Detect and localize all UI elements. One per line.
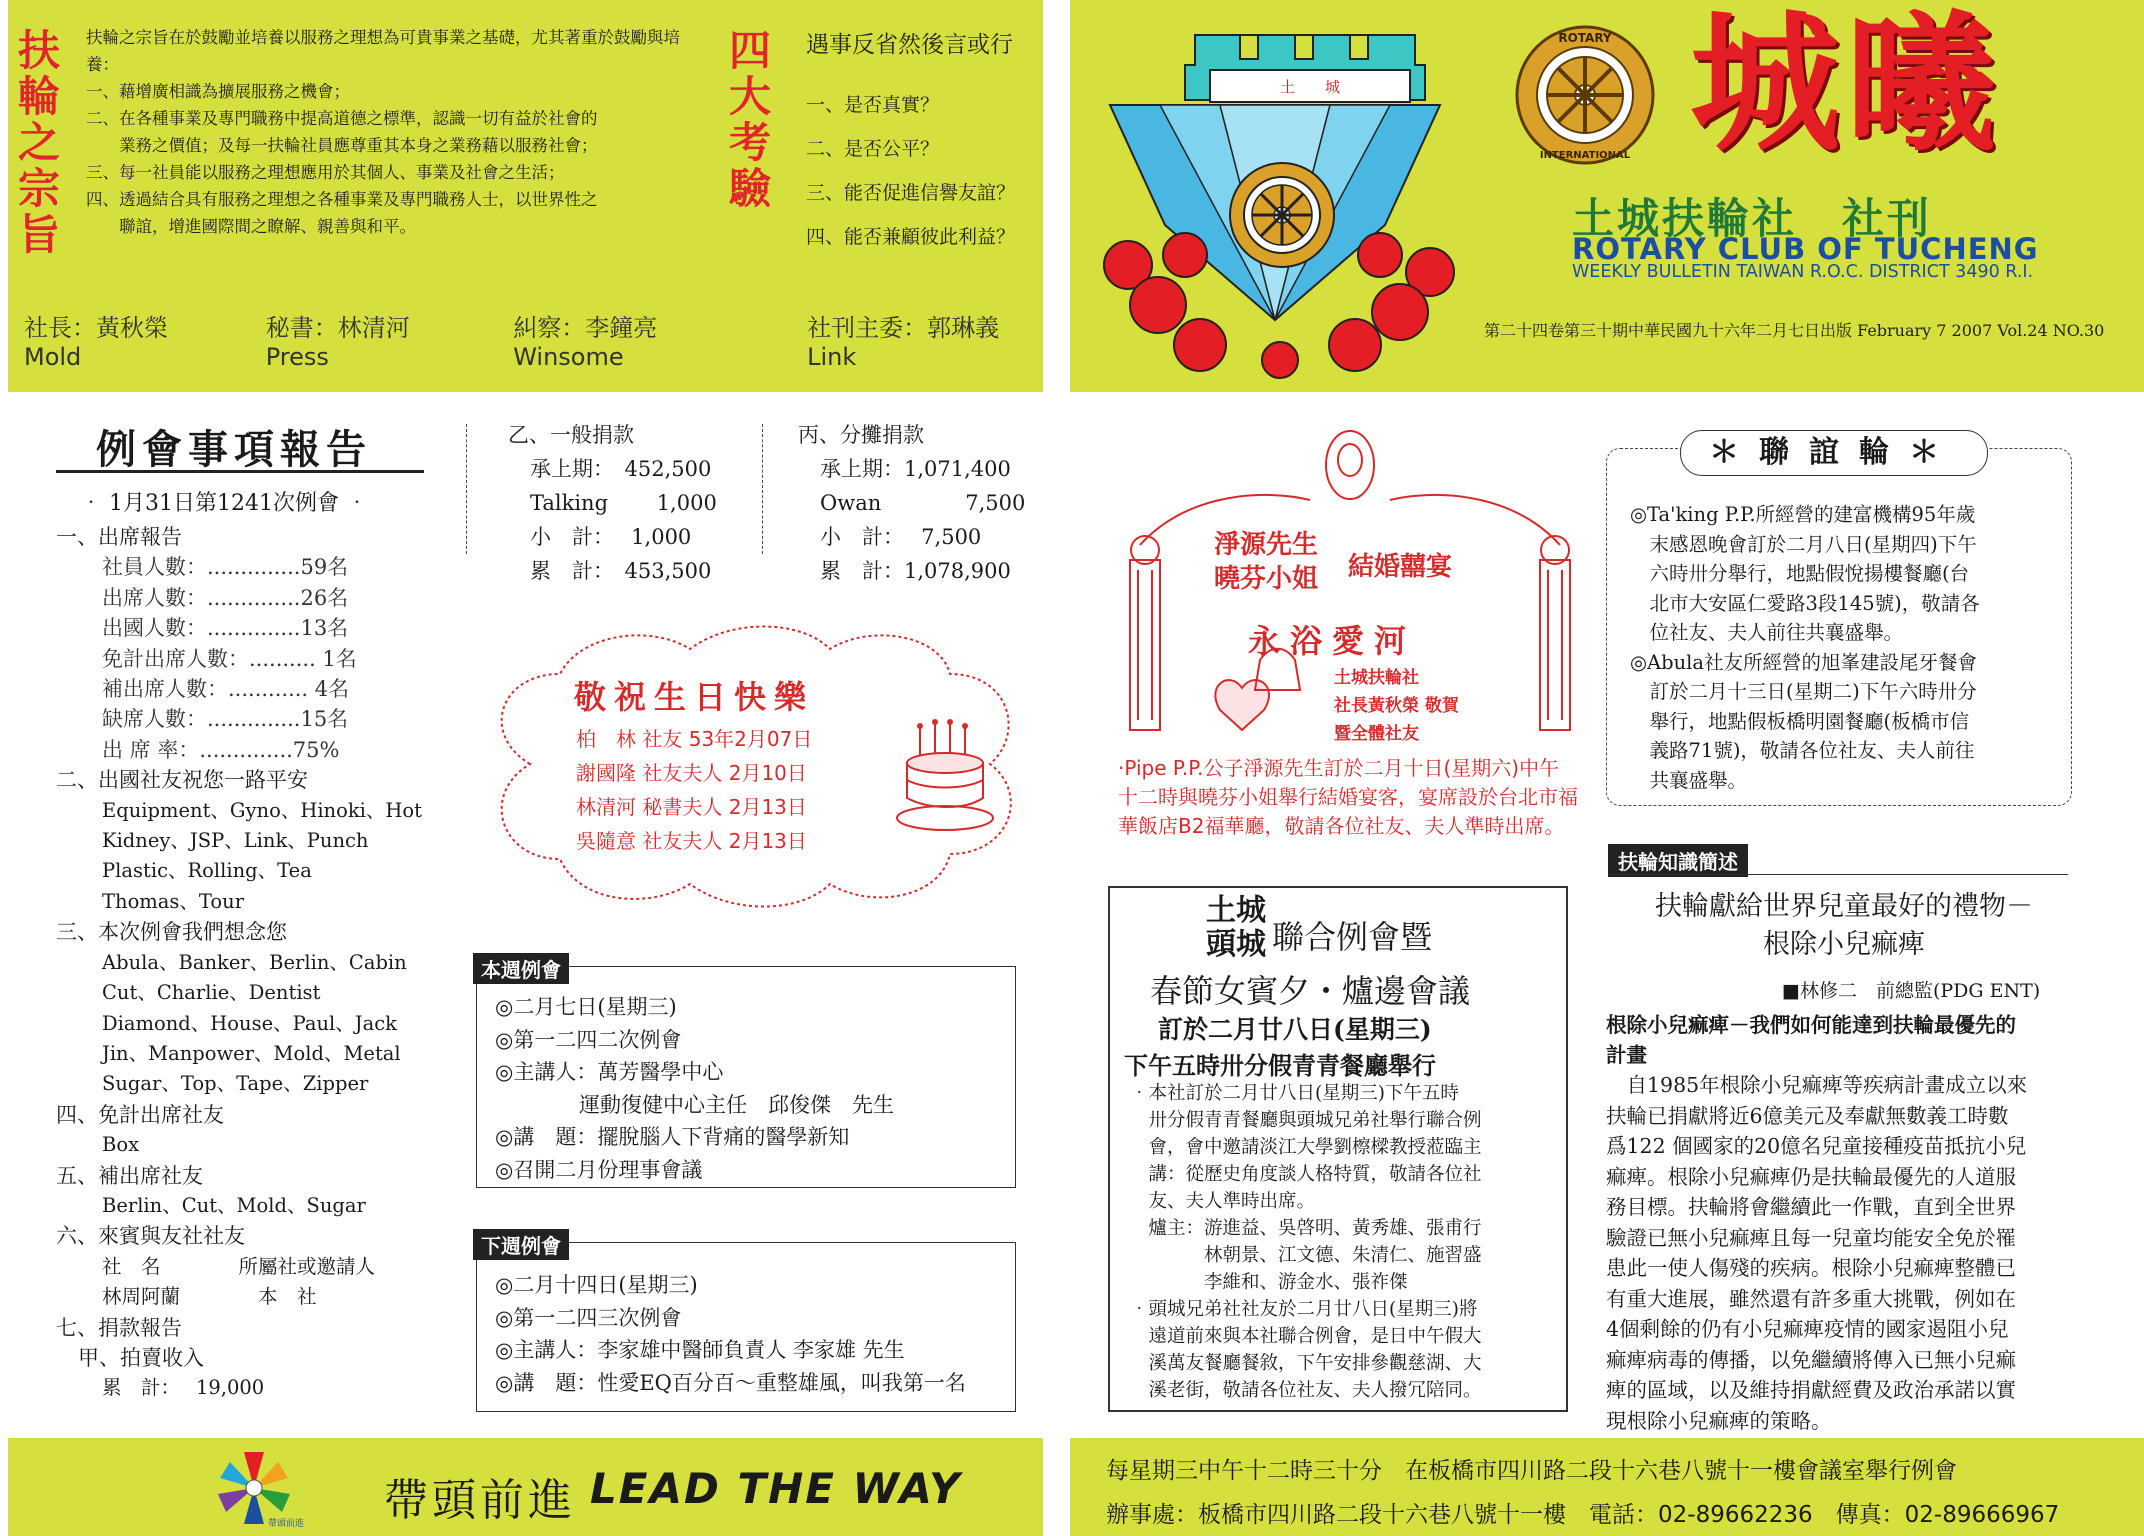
joint-time-place: 下午五時卅分假青青餐廳舉行: [1124, 1051, 1436, 1080]
joint-clubs: [1206, 894, 1266, 962]
report-line: Equipment、Gyno、Hinoki、Hot: [102, 798, 422, 822]
general-donation-row: 累 計： 453,500: [530, 559, 712, 583]
share-donations-title: 丙、分攤捐款: [798, 423, 924, 447]
share-donations: [798, 418, 1038, 588]
wedding-notice: ‧Pipe P.P.公子淨源先生訂於二月十日(星期六)中午十二時與曉芬小姐舉行結婚宴客，宴席設於台北市福華飯店B2福華廳，敬請各位社友、夫人準時出席。: [1118, 756, 1578, 838]
joint-body: [1130, 1080, 1562, 1404]
footer-meeting-info: 每星期三中午十二時三十分 在板橋市四川路二段十六巷八號十一樓會議室舉行例會: [1106, 1458, 1957, 1484]
mission-item: 業務之價值；及每一扶輪社員應尊重其本身之業務藉以服務社會；: [86, 136, 598, 155]
knowledge-body-line: 痲痺病毒的傳播，以免繼續將傳入已無小兒痲: [1606, 1347, 2016, 1372]
report-line: 出 席 率：..............75%: [102, 737, 340, 762]
birthday-row: 吳隨意 社友夫人 2月13日: [576, 829, 807, 853]
report-line: 社員人數：..............59名: [102, 555, 349, 580]
mission-text: [86, 24, 686, 240]
general-donations-title: 乙、一般捐款: [508, 423, 634, 447]
knowledge-body-line: 現根除小兒痲痺的策略。: [1606, 1408, 1832, 1433]
fellowship-line: 舉行，地點假板橋明園餐廳(板橋市信: [1630, 709, 1970, 733]
report-line: Sugar、Top、Tape、Zipper: [102, 1072, 369, 1096]
report-line: Berlin、Cut、Mold、Sugar: [102, 1193, 366, 1217]
report-section-heading: 四、免計出席社友: [56, 1102, 224, 1127]
birthday-row: 謝國隆 社友夫人 2月10日: [576, 761, 807, 785]
mission-item: 聯誼，增進國際間之瞭解、親善與和平。: [86, 217, 416, 236]
joint-body-line: 溪萬友餐廳餐敘，下午安排參觀慈湖、大: [1130, 1353, 1482, 1374]
report-line: Thomas、Tour: [102, 889, 245, 913]
report-line: 補出席人數：............ 4名: [102, 677, 350, 702]
column-divider: [466, 424, 467, 554]
fellowship-line: ◎Ta'king P.P.所經營的建富機構95年歲: [1630, 503, 1976, 526]
mission-item: 四、透過結合具有服務之理想之各種事業及專門職務人士，以世界性之: [86, 190, 598, 209]
joint-body-line: 講：從歷史角度談人格特質，敬請各位社: [1130, 1164, 1482, 1185]
lead-the-way-logo-caption: 帶頭前進: [268, 1519, 305, 1529]
birthday-cake-icon: [890, 718, 1000, 838]
birthday-title: 敬祝生日快樂: [574, 678, 815, 716]
general-donations-rows: [508, 452, 748, 588]
this-week-tag: 本週例會: [473, 953, 569, 984]
mission-item: 二、在各種事業及專門職務中提高道德之標準，認識一切有益於社會的: [86, 109, 598, 128]
fellowship-line: 共襄盛舉。: [1630, 768, 1748, 792]
footer-office-info: 辦事處：板橋市四川路二段十六巷八號十一樓 電話：02-89662236 傳真：02-89666967: [1106, 1502, 2060, 1528]
joint-body-line: ‧頭城兄弟社社友於二月廿八日(星期三)將: [1130, 1299, 1478, 1320]
this-week-line: 運動復健中心主任 邱俊傑 先生: [495, 1092, 894, 1117]
knowledge-body: [1606, 1070, 2076, 1436]
knowledge-title-line-1: 扶輪獻給世界兒童最好的禮物－: [1655, 891, 2033, 922]
this-week-line: ◎講 題：擺脫腦人下背痛的醫學新知: [495, 1125, 850, 1149]
knowledge-body-line: 4個剩餘的仍有小兒痲痺疫情的國家遏阻小兒: [1606, 1317, 2009, 1341]
knowledge-lead-line: 根除小兒痲痺－我們如何能達到扶輪最優先的: [1606, 1013, 2016, 1037]
knowledge-lead: [1606, 1010, 2016, 1070]
fellowship-title-text: 聯誼輪: [1759, 435, 1909, 470]
next-week-meeting-box: [476, 1234, 1016, 1412]
report-section-heading: 三、本次例會我們想念您: [56, 920, 287, 945]
knowledge-body-line: 痲痺。根除小兒痲痺仍是扶輪最優先的人道服: [1606, 1164, 2016, 1189]
footer-theme-en: LEAD THE WAY: [590, 1464, 962, 1513]
four-way-test-item: 三、能否促進信譽友誼？: [806, 182, 1016, 204]
knowledge-body-line: 患此一使人傷殘的疾病。根除小兒痲痺整體已: [1606, 1256, 2016, 1280]
report-line: 累 計： 19,000: [102, 1376, 265, 1400]
four-way-test-item: 四、能否兼顧彼此利益？: [806, 226, 1016, 248]
joint-body-line: 卅分假青青餐廳與頭城兄弟社舉行聯合例: [1130, 1110, 1482, 1131]
mission-item: 一、藉增廣相識為擴展服務之機會；: [86, 82, 350, 101]
report-line: Jin、Manpower、Mold、Metal: [102, 1041, 401, 1065]
four-way-test-intro: 遇事反省然後言或行: [806, 32, 1013, 58]
fellowship-line: 訂於二月十三日(星期二)下午六時卅分: [1630, 680, 1977, 703]
club-name-en: ROTARY CLUB OF TUCHENG: [1572, 232, 2039, 266]
joint-body-line: 爐主：游進益、吳啓明、黃秀雄、張甫行: [1130, 1218, 1482, 1239]
knowledge-rule: [1608, 874, 2068, 875]
this-week-line: ◎第一二四二次例會: [495, 1027, 682, 1052]
joint-date: 訂於二月廿八日(星期三): [1158, 1015, 1432, 1044]
bulletin-en: WEEKLY BULLETIN TAIWAN R.O.C. DISTRICT 3490 R.I.: [1572, 262, 2034, 282]
this-week-line: ◎召開二月份理事會議: [495, 1157, 703, 1182]
tucheng-diamond-emblem: [1070, 0, 1470, 392]
birthday-list: [576, 722, 812, 858]
bride-name: 曉芬小姐: [1214, 564, 1319, 594]
share-donations-rows: [798, 452, 1038, 588]
this-week-line: ◎二月七日(星期三): [495, 995, 677, 1019]
wedding-from-club: 土城扶輪社: [1334, 668, 1419, 688]
fellowship-title: [1680, 430, 1988, 476]
fellowship-line: ◎Abula社友所經營的旭峯建設尾牙餐會: [1630, 650, 1978, 674]
rotary-ring-top: ROTARY: [1558, 31, 1612, 45]
fellowship-line: 義路71號)，敬請各位社友、夫人前往: [1630, 739, 1975, 762]
knowledge-body-line: 有重大進展，雖然還有許多重大挑戰，例如在: [1606, 1286, 2016, 1311]
joint-body-line: 李維和、游金水、張祚傑: [1130, 1272, 1408, 1293]
wedding-blessing: 永浴愛河: [1248, 622, 1417, 660]
general-donations: [508, 418, 748, 588]
issue-line: 第二十四卷第三十期中華民國九十六年二月七日出版 February 7 2007 Vol.24 NO.30: [1484, 321, 2105, 340]
report-line: 林周阿蘭 本 社: [102, 1285, 317, 1309]
wedding-from-president: 社長黃秋榮 敬賀: [1334, 696, 1459, 716]
fellowship-line: 位社友、夫人前往共襄盛舉。: [1630, 621, 1904, 644]
wedding-names: [1214, 528, 1318, 596]
four-way-test-title: 四大考驗: [728, 26, 771, 213]
mission-items: [86, 78, 686, 240]
next-week-line: ◎二月十四日(星期三): [495, 1273, 698, 1297]
share-donation-row: 累 計：1,078,900: [820, 559, 1011, 583]
officer-entry: 社刊主委：郭琳義Link: [807, 314, 1000, 371]
mission-title: 扶輪之宗旨: [17, 26, 60, 259]
masthead-title: 城曦: [1690, 0, 2003, 172]
report-title-rule: [56, 470, 424, 473]
report-line: Abula、Banker、Berlin、Cabin: [102, 950, 407, 974]
next-week-line: ◎主講人：李家雄中醫師負責人 李家雄 先生: [495, 1338, 905, 1362]
knowledge-body-line: 驗證已無小兒痲痺且每一兒童均能安全免於罹: [1606, 1225, 2016, 1250]
asterisk-icon: ＊: [1709, 435, 1759, 470]
officer-entry: 秘書：林清河Press: [265, 314, 410, 371]
rotary-wheel-emblem: [1230, 163, 1334, 267]
joint-club-1: 土城: [1206, 893, 1266, 928]
officers-row: [24, 308, 1044, 371]
share-donation-row: 承上期：1,071,400: [820, 457, 1011, 481]
next-week-lines: [495, 1269, 966, 1399]
fellowship-line: 北市大安區仁愛路3段145號)，敬請各: [1630, 591, 1980, 615]
report-line: 甲、拍賣收入: [78, 1345, 204, 1370]
four-way-test: [806, 26, 1046, 259]
report-line: Diamond、House、Paul、Jack: [102, 1011, 397, 1035]
report-line: Plastic、Rolling、Tea: [102, 859, 312, 883]
knowledge-body-line: 扶輪已捐獻將近6億美元及奉獻無數義工時數: [1606, 1103, 2009, 1128]
club-name-cn: 土城扶輪社 社刊: [1572, 194, 1933, 243]
birthday-row: 柏 林 社友 53年2月07日: [576, 727, 813, 751]
next-week-tag: 下週例會: [473, 1229, 569, 1260]
fellowship-line: 六時卅分舉行，地點假悅揚樓餐廳(台: [1630, 562, 1970, 585]
next-week-line: ◎講 題：性愛EQ百分百～重整雄風，叫我第一名: [495, 1370, 966, 1395]
report-line: 出席人數：..............26名: [102, 585, 349, 610]
knowledge-lead-line: 計畫: [1606, 1043, 1647, 1067]
this-week-lines: [495, 991, 894, 1186]
joint-club-2: 頭城: [1206, 927, 1266, 962]
joint-body-line: 友、夫人準時出席。: [1130, 1191, 1316, 1212]
report-line: 免計出席人數：.......... 1名: [102, 646, 357, 671]
share-donation-row: 小 計： 7,500: [820, 525, 982, 549]
share-donation-row: Owan 7,500: [820, 491, 1026, 515]
four-way-test-item: 一、是否真實？: [806, 94, 940, 116]
wedding-title: 結婚囍宴: [1348, 552, 1453, 582]
wedding-from: [1334, 664, 1459, 748]
knowledge-body-line: 痺的區域，以及維持捐獻經費及政治承諾以實: [1606, 1378, 2016, 1402]
report-line: Kidney、JSP、Link、Punch: [102, 829, 369, 853]
general-donation-row: 小 計： 1,000: [530, 525, 692, 549]
next-week-line: ◎第一二四三次例會: [495, 1305, 682, 1330]
this-week-line: ◎主講人：萬芳醫學中心: [495, 1060, 724, 1084]
this-week-meeting-box: [476, 958, 1016, 1188]
footer-theme-cn: 帶頭前進: [384, 1475, 576, 1526]
knowledge-title: [1634, 888, 2054, 964]
knowledge-body-line: 務目標。扶輪將會繼續此一作戰，直到全世界: [1606, 1195, 2016, 1219]
mission-intro: 扶輪之宗旨在於鼓勵並培養以服務之理想為可貴事業之基礎，尤其著重於鼓勵與培養：: [86, 28, 680, 74]
report-section-heading: 二、出國社友祝您一路平安: [56, 768, 308, 793]
joint-body-line: 遠道前來與本社聯合例會，是日中午假大: [1130, 1326, 1482, 1347]
lead-the-way-logo: [204, 1446, 314, 1532]
four-way-test-items: [806, 83, 1046, 259]
report-section-heading: 七、捐款報告: [56, 1315, 182, 1340]
report-section-heading: 一、出席報告: [56, 525, 182, 549]
joint-subtitle: 春節女賓夕・爐邊會議: [1150, 972, 1471, 1010]
report-line: Cut、Charlie、Dentist: [102, 981, 321, 1005]
joint-title: 聯合例會暨: [1272, 918, 1433, 956]
knowledge-body-line: 爲122 個國家的20億名兒童接種疫苗抵抗小兒: [1606, 1134, 2027, 1158]
joint-body-line: 會，會中邀請淡江大學劉檫樑教授蒞臨主: [1130, 1137, 1482, 1158]
joint-body-line: 林朝景、江文德、朱清仁、施習盛: [1130, 1245, 1482, 1266]
knowledge-tag: 扶輪知識簡述: [1608, 844, 1748, 877]
officer-entry: 社長：黃秋榮Mold: [24, 314, 168, 371]
rotary-international-logo: [1510, 20, 1660, 170]
general-donation-row: Talking 1,000: [530, 491, 717, 515]
report-subtitle: ‧ 1月31日第1241次例會 ‧: [80, 491, 368, 516]
report-line: 社 名 所屬社或邀請人: [102, 1254, 376, 1278]
wedding-from-members: 暨全體社友: [1334, 724, 1419, 744]
joint-body-line: ‧本社訂於二月廿八日(星期三)下午五時: [1130, 1083, 1459, 1104]
knowledge-body-line: 自1985年根除小兒痲痺等疾病計畫成立以來: [1606, 1073, 2028, 1097]
report-section-heading: 六、來賓與友社社友: [56, 1224, 245, 1249]
emblem-text: 土 城: [1279, 78, 1341, 96]
fellowship-body: [1630, 500, 2070, 795]
knowledge-author: ■林修二 前總監(PDG ENT): [1782, 980, 2041, 1002]
report-line: 缺席人數：..............15名: [102, 707, 349, 732]
asterisk-icon: ＊: [1909, 435, 1959, 470]
rotary-ring-bottom: INTERNATIONAL: [1539, 150, 1631, 161]
groom-name: 淨源先生: [1214, 530, 1319, 560]
report-section-heading: 五、補出席社友: [56, 1163, 203, 1188]
report-line: 出國人數：..............13名: [102, 616, 349, 641]
report-title: 例會事項報告: [96, 427, 372, 473]
report-list: [56, 522, 436, 1404]
column-divider: [762, 424, 763, 554]
birthday-row: 林清河 秘書夫人 2月13日: [576, 795, 807, 819]
four-way-test-item: 二、是否公平？: [806, 138, 940, 160]
officer-entry: 糾察：李鐘亮Winsome: [513, 314, 658, 371]
mission-item: 三、每一社員能以服務之理想應用於其個人、事業及社會之生活；: [86, 163, 565, 182]
knowledge-title-line-2: 根除小兒痲痺: [1763, 929, 1925, 960]
report-line: Box: [102, 1133, 140, 1157]
fellowship-line: 末感恩晚會訂於二月八日(星期四)下午: [1630, 532, 1977, 556]
joint-body-line: 溪老街，敬請各位社友、夫人撥冗陪同。: [1130, 1380, 1482, 1401]
general-donation-row: 承上期： 452,500: [530, 457, 712, 481]
